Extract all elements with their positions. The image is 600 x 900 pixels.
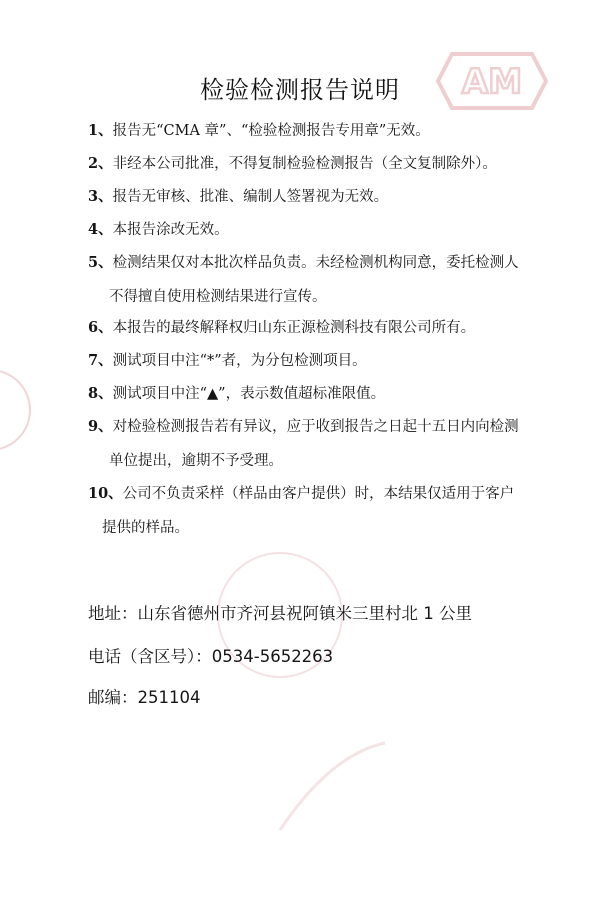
list-item [88,180,558,214]
item-number: 8、 [88,385,113,402]
item-number: 9、 [88,418,113,435]
item-number: 3、 [88,188,113,205]
list-item [88,246,558,314]
item-text: 检测结果仅对本批次样品负责。未经检测机构同意，委托检测人 [112,255,519,271]
item-number: 6、 [88,319,113,336]
item-continuation: 不得擅自使用检测结果进行宣传。 [109,289,327,305]
phone-line: 电话（含区号）：0534-5652263 [88,647,334,666]
list-item [88,114,558,148]
list-item [88,344,558,378]
item-number: 5、 [88,254,113,271]
item-continuation: 提供的样品。 [102,520,189,536]
list-item [88,311,558,345]
item-number: 4、 [88,221,113,238]
item-text: 测试项目中注“▲”，表示数值超标准限值。 [112,386,386,402]
item-text: 本报告涂改无效。 [112,222,229,238]
postcode-line: 邮编：251104 [88,688,201,707]
list-item [88,213,558,247]
list-item [88,410,558,478]
item-number: 7、 [88,352,113,369]
page-title: 检验检测报告说明 [200,76,400,104]
item-text: 报告无审核、批准、编制人签署视为无效。 [112,189,389,205]
item-continuation: 单位提出，逾期不予受理。 [109,453,283,469]
item-text: 本报告的最终解释权归山东正源检测科技有限公司所有。 [112,320,476,336]
item-text: 对检验检测报告若有异议，应于收到报告之日起十五日内向检测 [112,419,519,435]
stamp-mark-bottom [270,735,390,845]
item-text: 公司不负责采样（样品由客户提供）时，本结果仅适用于客户 [122,486,515,502]
address-line: 地址：山东省德州市齐河县祝阿镇米三里村北 1 公里 [88,604,472,623]
list-item [88,377,558,411]
stamp-mark-left [0,360,40,460]
item-text: 非经本公司批准，不得复制检验检测报告（全文复制除外）。 [112,156,497,172]
item-text: 测试项目中注“*”者，为分包检测项目。 [112,353,367,369]
svg-text:AM: AM [461,62,523,102]
list-item [88,147,558,181]
item-text: 报告无“CMA 章”、“检验检测报告专用章”无效。 [112,123,430,139]
item-number: 1、 [88,122,113,139]
item-number: 2、 [88,155,113,172]
list-item [88,477,558,545]
item-number: 10、 [88,485,123,502]
